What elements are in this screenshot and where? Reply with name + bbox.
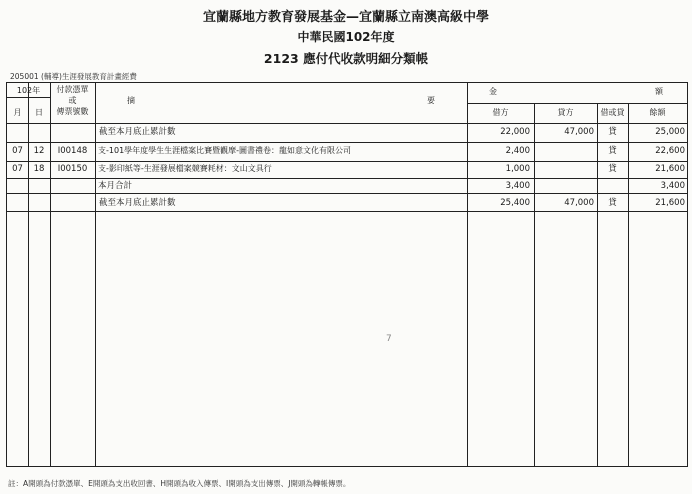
row-debit: 22,000 bbox=[500, 127, 530, 137]
ledger-title: 2123 應付代收款明細分類帳 bbox=[263, 51, 429, 66]
row-balance: 22,600 bbox=[655, 146, 685, 156]
row-day: 18 bbox=[33, 164, 45, 174]
row-credit: 47,000 bbox=[564, 198, 594, 208]
col-divider bbox=[50, 83, 51, 466]
row-summary: 支-101學年度學生生涯檔案比賽暨觀摩-圖書禮卷：龍如意文化有限公司 bbox=[98, 146, 352, 155]
header-year: 102年 bbox=[16, 86, 41, 95]
year-title: 中華民國102年度 bbox=[297, 30, 395, 44]
header-voucher-line2: 或 bbox=[68, 96, 77, 105]
row-dc: 貸 bbox=[608, 198, 617, 208]
header-voucher-line1: 付款憑單 bbox=[56, 85, 89, 94]
row-dc: 貸 bbox=[608, 146, 617, 156]
row-balance: 3,400 bbox=[660, 181, 685, 191]
stray-mark: 7 bbox=[386, 334, 392, 344]
header-bottom-line bbox=[7, 123, 687, 124]
row-divider bbox=[7, 178, 687, 179]
row-voucher: I00150 bbox=[57, 164, 88, 174]
row-balance: 25,000 bbox=[655, 127, 685, 137]
header-amount-right: 額 bbox=[655, 87, 663, 96]
row-month: 07 bbox=[12, 146, 23, 156]
row-voucher: I00148 bbox=[57, 146, 88, 156]
account-line: 205001 (輔導)生涯發展教育計畫經費 bbox=[10, 72, 137, 81]
header-debit: 借方 bbox=[492, 108, 509, 117]
col-divider bbox=[95, 83, 96, 466]
col-divider bbox=[534, 103, 535, 466]
ledger-table bbox=[6, 82, 688, 467]
header-amount-left: 金 bbox=[489, 87, 497, 96]
row-balance: 21,600 bbox=[655, 198, 685, 208]
header-dc: 借或貸 bbox=[600, 108, 625, 117]
row-summary: 支-影印紙等-生涯發展檔案競賽耗材：文山文具行 bbox=[98, 164, 272, 173]
row-summary: 截至本月底止累計數 bbox=[99, 198, 176, 208]
col-divider bbox=[597, 103, 598, 466]
header-summary-left: 摘 bbox=[127, 96, 135, 105]
row-debit: 3,400 bbox=[505, 181, 530, 191]
col-divider bbox=[28, 83, 29, 466]
row-month: 07 bbox=[12, 164, 23, 174]
header-voucher-line3: 傳票號數 bbox=[56, 107, 89, 116]
row-divider bbox=[7, 211, 687, 212]
row-divider bbox=[7, 193, 687, 194]
row-summary: 截至本月底止累計數 bbox=[99, 127, 176, 137]
row-divider bbox=[467, 103, 687, 104]
col-divider bbox=[467, 83, 468, 466]
row-debit: 25,400 bbox=[500, 198, 530, 208]
fund-title: 宜蘭縣地方教育發展基金—宜蘭縣立南澳高級中學 bbox=[202, 10, 489, 25]
header-balance: 餘額 bbox=[649, 108, 666, 117]
col-divider bbox=[628, 103, 629, 466]
row-dc: 貸 bbox=[608, 127, 617, 137]
header-summary-right: 要 bbox=[427, 96, 435, 105]
row-debit: 2,400 bbox=[505, 146, 530, 156]
row-credit: 47,000 bbox=[564, 127, 594, 137]
header-day: 日 bbox=[35, 108, 43, 117]
row-divider bbox=[7, 142, 687, 143]
footnote: 註：A開頭為付款憑單、E開頭為支出收回書、H開頭為收入傳票、I開頭為支出傳票、J開頭為轉帳傳票。 bbox=[8, 479, 351, 488]
row-balance: 21,600 bbox=[655, 164, 685, 174]
row-dc: 貸 bbox=[608, 164, 617, 174]
row-divider bbox=[7, 161, 687, 162]
row-divider bbox=[7, 97, 50, 98]
header-month: 月 bbox=[13, 108, 22, 117]
row-day: 12 bbox=[33, 146, 45, 156]
header-credit: 貸方 bbox=[557, 108, 574, 117]
row-debit: 1,000 bbox=[505, 164, 530, 174]
row-summary: 本月合計 bbox=[98, 181, 133, 191]
